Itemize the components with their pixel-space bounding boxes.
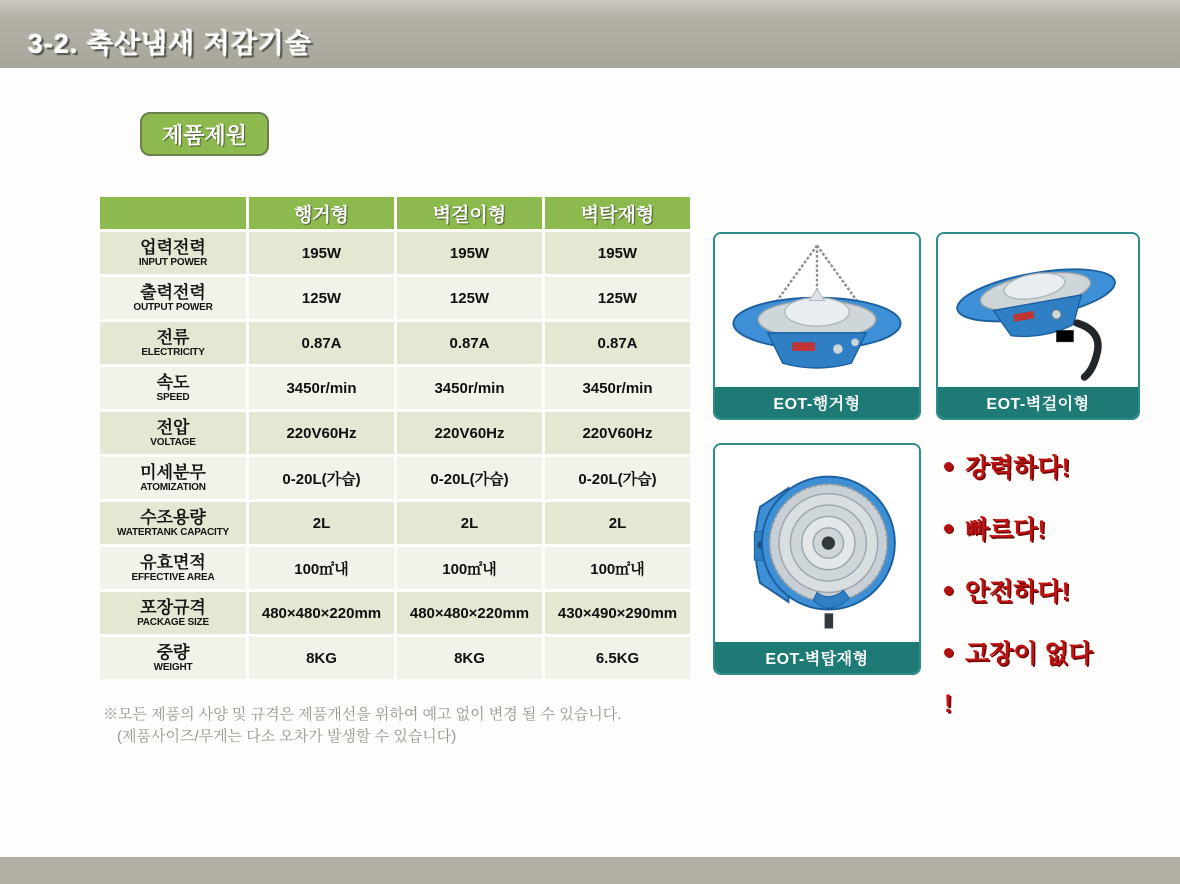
section-badge: 제품제원 — [140, 112, 269, 156]
spec-value: 125W — [249, 277, 394, 319]
hanger-type-product-image — [715, 234, 919, 387]
row-label-ko: 유효면적 — [140, 552, 206, 572]
row-label — [100, 502, 246, 544]
spec-value: 2L — [249, 502, 394, 544]
feature-overflow-char: ! — [944, 690, 953, 718]
product-card-hanger — [713, 232, 921, 420]
row-label-ko: 미세분무 — [140, 462, 206, 482]
footer-bar — [0, 857, 1180, 884]
table-row — [100, 637, 690, 679]
product-card-wall-mount — [713, 443, 921, 675]
spec-value: 0.87A — [397, 322, 542, 364]
footnote-line-2: (제품사이즈/무게는 다소 오차가 발생할 수 있습니다) — [117, 727, 457, 745]
row-label-ko: 출력전력 — [140, 282, 206, 302]
table-row — [100, 502, 690, 544]
spec-table-header-row — [100, 197, 690, 229]
table-row — [100, 232, 690, 274]
spec-value: 8KG — [397, 637, 542, 679]
spec-value: 220V60Hz — [545, 412, 690, 454]
page-title: 3-2. 축산냄새 저감기술 — [28, 29, 313, 59]
table-row — [100, 277, 690, 319]
column-header-wall-hang: 벽걸이형 — [397, 197, 542, 229]
row-label-en: ELECTRICITY — [141, 347, 205, 359]
spec-value: 195W — [545, 232, 690, 274]
spec-value: 3450r/min — [249, 367, 394, 409]
row-label — [100, 322, 246, 364]
row-label-en: INPUT POWER — [138, 257, 208, 269]
row-label-ko: 전압 — [156, 417, 190, 437]
footnote-line-1: ※모든 제품의 사양 및 규격은 제품개선을 위하여 예고 없이 변경 될 수 있습니다. — [103, 706, 622, 723]
spec-value: 125W — [397, 277, 542, 319]
spec-value: 195W — [397, 232, 542, 274]
spec-value: 100㎡내 — [249, 547, 394, 589]
row-label — [100, 547, 246, 589]
product-label-wall-mount: EOT-벽탑재형 — [715, 642, 919, 673]
feature-list — [944, 448, 1154, 745]
bullet-icon — [944, 586, 953, 595]
spec-value: 480×480×220mm — [397, 592, 542, 634]
spec-value: 0-20L(가습) — [249, 457, 394, 499]
spec-value: 0-20L(가습) — [545, 457, 690, 499]
row-label-en: EFFECTIVE AREA — [131, 572, 215, 584]
spec-value: 2L — [545, 502, 690, 544]
spec-value: 480×480×220mm — [249, 592, 394, 634]
row-label — [100, 412, 246, 454]
spec-value: 0.87A — [545, 322, 690, 364]
table-row — [100, 457, 690, 499]
row-label-en: OUTPUT POWER — [133, 302, 213, 314]
spec-value: 100㎡내 — [545, 547, 690, 589]
bullet-icon — [944, 648, 953, 657]
spec-value: 2L — [397, 502, 542, 544]
feature-item — [944, 634, 1154, 670]
spec-value: 100㎡내 — [397, 547, 542, 589]
table-row — [100, 547, 690, 589]
product-label-wall-hang: EOT-벽걸이형 — [938, 387, 1138, 418]
row-label-ko: 전류 — [156, 327, 190, 347]
table-row — [100, 322, 690, 364]
row-label — [100, 457, 246, 499]
feature-item — [944, 572, 1154, 608]
row-label-en: SPEED — [156, 392, 190, 404]
feature-item — [944, 448, 1154, 484]
feature-text: 강력하다! — [965, 454, 1070, 482]
row-label-ko: 속도 — [156, 372, 190, 392]
spec-value: 3450r/min — [545, 367, 690, 409]
row-label — [100, 637, 246, 679]
product-label-hanger: EOT-행거형 — [715, 387, 919, 418]
spec-value: 6.5KG — [545, 637, 690, 679]
feature-text: 고장이 없다 — [965, 640, 1093, 668]
spec-value: 8KG — [249, 637, 394, 679]
header-bar — [0, 0, 1180, 68]
column-header-hanger: 행거형 — [249, 197, 394, 229]
row-label — [100, 277, 246, 319]
row-label-en: WATERTANK CAPACITY — [117, 527, 229, 539]
column-header-wall-mount: 벽탁재형 — [545, 197, 690, 229]
row-label-en: VOLTAGE — [150, 437, 196, 449]
table-row — [100, 592, 690, 634]
feature-text: 빠르다! — [965, 516, 1046, 544]
wall-mounted-type-product-image — [715, 445, 919, 642]
footnote — [103, 704, 621, 748]
spec-table — [97, 194, 693, 682]
table-row — [100, 367, 690, 409]
spec-value: 125W — [545, 277, 690, 319]
spec-value: 220V60Hz — [249, 412, 394, 454]
feature-text: 안전하다! — [965, 578, 1070, 606]
corner-cell — [100, 197, 246, 229]
spec-value: 0-20L(가습) — [397, 457, 542, 499]
spec-value: 430×490×290mm — [545, 592, 690, 634]
row-label-ko: 포장규격 — [140, 597, 206, 617]
product-card-wall-hang — [936, 232, 1140, 420]
row-label — [100, 592, 246, 634]
row-label-ko: 수조용량 — [140, 507, 206, 527]
table-row — [100, 412, 690, 454]
spec-value: 220V60Hz — [397, 412, 542, 454]
row-label-ko: 업력전력 — [140, 237, 206, 257]
wall-hanging-type-product-image — [938, 234, 1138, 387]
spec-value: 195W — [249, 232, 394, 274]
spec-value: 3450r/min — [397, 367, 542, 409]
row-label-en: ATOMIZATION — [140, 482, 206, 494]
row-label-ko: 중량 — [156, 642, 190, 662]
row-label-en: PACKAGE SIZE — [137, 617, 209, 629]
row-label — [100, 232, 246, 274]
row-label — [100, 367, 246, 409]
feature-item — [944, 510, 1154, 546]
bullet-icon — [944, 524, 953, 533]
row-label-en: WEIGHT — [153, 662, 193, 674]
spec-value: 0.87A — [249, 322, 394, 364]
bullet-icon — [944, 462, 953, 471]
